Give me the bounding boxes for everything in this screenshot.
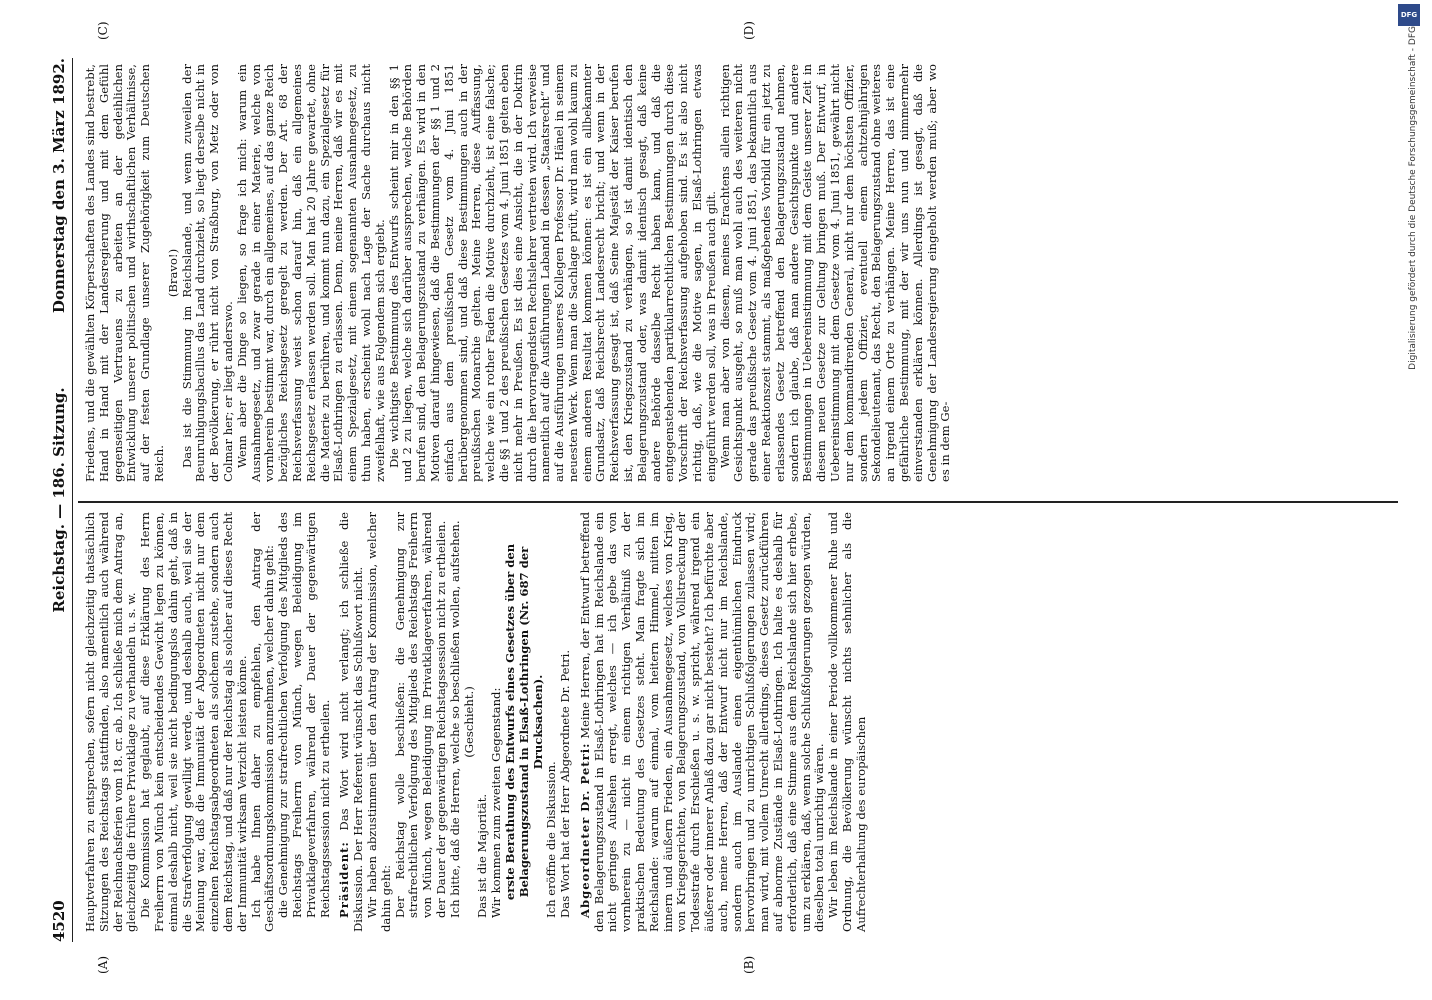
page-header: [44, 58, 73, 942]
speaker-name: Präsident:: [337, 841, 352, 918]
paragraph: Ich bitte, daß die Herren, welche so beschließen wollen, aufstehen.: [447, 520, 462, 918]
interjection: (Bravo!): [165, 248, 180, 298]
digitization-stamp: [1400, 0, 1426, 1000]
paragraph: Ich eröffne die Diskussion.: [544, 761, 559, 918]
paragraph: Wir leben im Reichslande in einer Periode vollkommener Ruhe und Ordnung, die Bevölkerung wünscht nichts sehnlicher als die Aufrechterhaltung des europäischen: [826, 512, 868, 932]
paragraph: Wir kommen zum zweiten Gegenstand:: [489, 687, 504, 918]
paragraph: Die wichtigste Bestimmung des Entwurfs scheint mir in den §§ 1 und 2 zu liegen, welche sich darüber aussprechen, welche Behörden berufen sind, den Belagerungszustand zu verhängen. Es wird in den Motiven darauf hingewiesen, daß die Bestimmungen der §§ 1 und 2 einfach aus dem preußischen Gesetz vom 4. Juni 1851 herübergenommen sind, und daß diese Bestimmungen auch in der preußischen Monarchie gelten. Meine Herren, diese Auffassung, welche wie ein rother Faden die Motive durchzieht, ist eine falsche; die §§ 1 und 2 des preußischen Gesetzes vom 4. Juni 1851 gelten eben nicht mehr in Preußen. Es ist dies eine Ansicht, die in der Doktrin durch die hervorragendsten Rechtslehrer vertreten wird. Ich verweise namentlich auf die Ausführungen Laband in dessen „Staatsrecht“ und auf die Ausführungen unseres Kollegen Professor Dr. Hänel in seinem neuesten Werk. Wenn man die Sachlage prüft, wird man wohl kaum zu einem anderen Resultat kommen können: es ist ein allbekannter Grundsatz, daß Reichsrecht Landesrecht bricht; und wenn in der Reichsverfassung gesagt ist, daß Seine Majestät der Kaiser berufen ist, den Kriegszustand zu verhängen, so ist damit identisch den Belagerungszustand oder, was damit identisch gesagt, daß keine andere Behörde dasselbe Recht haben kann, und daß die entgegenstehenden partikularrechtlichen Bestimmungen durch diese Vorschrift der Reichsverfassung aufgehoben sind. Es ist also nicht richtig, daß, wie die Motive sagen, in Elsaß-Lothringen etwas eingeführt werden soll, was in Preußen auch gilt.: [386, 64, 718, 482]
speaker-name: Abgeordneter Dr. Petri:: [577, 742, 592, 918]
column-divider: [78, 502, 1398, 504]
paragraph: Wenn man aber von diesem, meines Erachtens allein richtigen Gesichtspunkt ausgeht, so muß man wohl auch des weiteren nicht gerade das preußische Gesetz vom 4. Juni 1851, das bekanntlich aus einer Reaktionszeit stammt, als maßgebendes Vorbild für ein jetzt zu erlassendes Gesetz betreffend den Belagerungszustand nehmen, sondern ich glaube, daß man andere Gesichtspunkte und andere Bestimmungen in Uebereinstimmung mit dem Geiste unserer Zeit in diesem neuen Gesetze zur Geltung bringen muß. Der Entwurf, in Uebereinstimmung mit dem Gesetze vom 4. Juni 1851, gewährt nicht nur dem kommandirenden General, nicht nur dem höchsten Offizier, sondern jedem Offizier, eventuell einem achtzehnjährigen Sekondelieutenant, das Recht, den Belagerungszustand ohne weiteres an irgend einem Orte zu verhängen. Meine Herren, das ist eine gefährliche Bestimmung, mit der wir uns nun und nimmermehr einverstanden erklären können. Allerdings ist gesagt, daß die Genehmigung der Landesregierung eingeholt werden muß; aber wo es in dem Ge-: [717, 64, 953, 482]
margin-marker-d: (D): [742, 21, 756, 40]
stamp-text: Digitalisierung gefördert durch die Deutsche Forschungsgemeinschaft - DFG: [1408, 26, 1418, 370]
session-title: Reichstag. — 186. Sitzung.: [50, 387, 68, 613]
margin-marker-b: (B): [742, 955, 756, 974]
paragraph: Das Wort hat der Herr Abgeordnete Dr. Petri.: [558, 649, 573, 918]
agenda-heading: erste Berathung des Entwurfs eines Gesetzes über den Belagerungszustand in Elsaß-Lothringen (Nr. 687 der Drucksachen).: [502, 543, 545, 901]
speech-text: Meine Herren, der Entwurf betreffend den Belagerungszustand in Elsaß-Lothringen hat im Reichslande ein nicht geringes Aufsehen erregt, welches — ich gebe das von vornherein zu — nicht in einem richtigen Verhältniß zu der praktischen Bedeutung des Gesetzes steht. Man fragte sich im Reichslande: warum auf einmal, vom heitern Himmel, mitten im innern und äußern Frieden, ein Ausnahmegesetz, welches von Krieg, von Kriegsgerichten, von Belagerungszustand, von Vollstreckung der Todesstrafe durch Erschießen u. s. w. spricht, während irgend ein äußerer oder innerer Anlaß dazu gar nicht besteht? Ich befürchte aber auch, meine Herren, daß der Entwurf nicht nur im Reichslande, sondern auch im Auslande einen eigenthümlichen Eindruck hervorbringen und zu unrichtigen Schlußfolgerungen zulassen wird; man wird, mit vollem Unrecht allerdings, dieses Gesetz zurückführen auf abnorme Zustände in Elsaß-Lothringen. Ich halte es deshalb für erforderlich, daß eine Stimme aus dem Reichslande sich hier erhebe, um zu erklären, daß, wenn solche Schlußfolgerungen gezogen würden, dieselben total unrichtig wären.: [577, 512, 827, 932]
paragraph: Wir haben abzustimmen über den Antrag der Kommission, welcher dahin geht:: [364, 512, 393, 932]
paragraph: Das ist die Stimmung im Reichslande, und wenn zuweilen der Beunruhigungsbacillus das Land durchzieht, so liegt derselbe nicht in der Bevölkerung, er rührt nicht von Straßburg, von Metz oder von Colmar her; er liegt anderswo.: [179, 64, 235, 482]
paragraph: Das ist die Majorität.: [475, 793, 490, 918]
left-column: [84, 512, 869, 932]
paragraph: Wenn aber die Dinge so liegen, so frage ich mich: warum ein Ausnahmegesetz, und zwar gerade in einer Materie, welche von vornherein bestimmt war, durch ein allgemeines, auf das ganze Reich bezügliches Reichsgesetz geregelt zu werden. Der Art. 68 der Reichsverfassung weist schon darauf hin, daß ein allgemeines Reichsgesetz erlassen werden soll. Man hat 20 Jahre gewartet, ohne die Materie zu berühren, und kommt nun dazu, ein Spezialgesetz für Elsaß-Lothringen zu erlassen. Denn, meine Herren, daß wir es mit einem Spezialgesetz, mit einem sogenannten Ausnahmegesetz, zu thun haben, erscheint wohl nach Lage der Sache durchaus nicht zweifelhaft, wie aus Folgendem sich ergiebt.: [234, 64, 387, 482]
motion-text: die Genehmigung zur strafrechtlichen Verfolgung des Mitglieds des Reichstags Freiherrn von Münch, wegen Beleidigung im Privatklageverfahren, während der Dauer der gegenwärtigen Reichstagssession nicht zu ertheilen.: [276, 512, 332, 918]
interjection: (Geschieht.): [461, 686, 476, 758]
paragraph: Die Kommission hat geglaubt, auf diese Erklärung des Herrn Freiherrn von Münch kein entscheidendes Gewicht legen zu können, einmal deshalb nicht, weil sie nicht bedingungslos dahin geht, daß in die Strafverfolgung gewilligt werde, und deshalb auch, weil sie der Meinung war, daß die Immunität der Abgeordneten nicht nur dem einzelnen Reichstagsabgeordneten als solchem zustehe, sondern auch dem Reichstag, und daß nur der Reichstag als solcher auf dieses Recht der Immunität wirksam Verzicht leisten könne.: [138, 512, 249, 932]
speech-paragraph: [579, 512, 827, 932]
speech-text: Das Wort wird nicht verlangt; ich schließe die Diskussion. Der Herr Referent wünscht das Schlußwort nicht.: [337, 512, 366, 932]
continued-paragraph: Friedens, und die gewählten Körperschaften des Landes sind bestrebt, Hand in Hand mit der Landesregierung und mit dem Gefühl gegenseitigen Vertrauens zu arbeiten an der gedeihlichen Entwicklung unserer politischen und wirthschaftlichen Verhältnisse, auf der festen Grundlage unserer Zugehörigkeit zum Deutschen Reich.: [83, 64, 166, 482]
right-column: [84, 64, 953, 482]
paragraph: Ich habe Ihnen daher zu empfehlen, den Antrag der Geschäftsordnungskommission anzunehmen, welcher dahin geht:: [248, 512, 277, 932]
motion-text: Der Reichstag wolle beschließen: die Genehmigung zur strafrechtlichen Verfolgung des Mitglieds des Reichstags Freiherrn von Münch, wegen Beleidigung im Privatklageverfahren, während der Dauer der gegenwärtigen Reichstagssession nicht zu ertheilen.: [392, 512, 448, 918]
margin-marker-c: (C): [96, 21, 110, 40]
page-number: 4520: [50, 900, 68, 942]
margin-marker-a: (A): [96, 955, 110, 974]
session-date: Donnerstag den 3. März 1892.: [50, 58, 68, 314]
speech-paragraph: [338, 512, 366, 932]
continued-paragraph: Hauptverfahren zu entsprechen, sofern nicht gleichzeitig thatsächlich Sitzungen des Reichstags stattfinden, also namentlich auch während der Reichnachsferien vom 18. cr. ab. Ich schließe mich dem Antrag an, gleichzeitig die frühere Privatklage zu verhandeln u. s. w.: [83, 512, 139, 932]
dfg-logo: DFG: [1398, 4, 1420, 26]
